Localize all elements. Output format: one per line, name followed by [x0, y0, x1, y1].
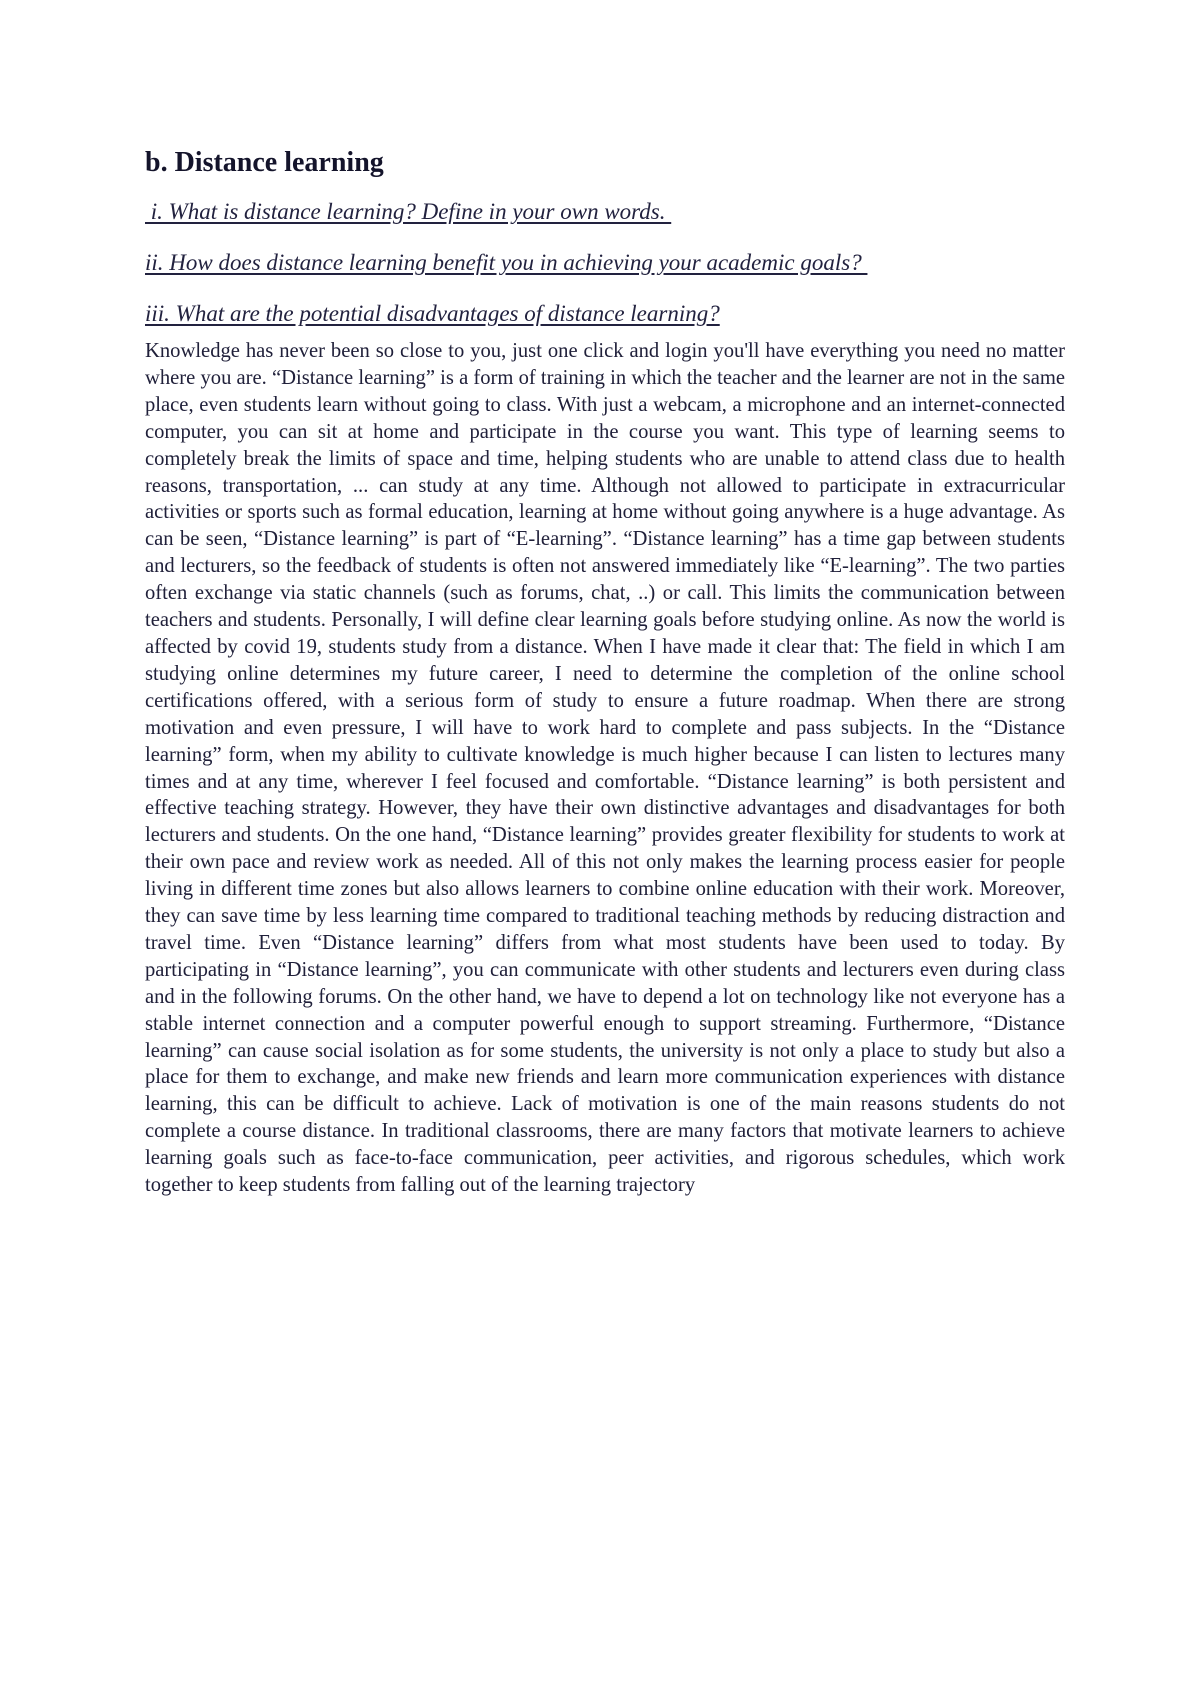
body-paragraph: Knowledge has never been so close to you, just one click and login you'll have everything you need no matter where you are. “Distance learning” is a form of training in which the teacher and the learner are not in the same place, even students learn without going to class. With just a webcam, a microphone and an internet-connected computer, you can sit at home and participate in the course you want. This type of learning seems to completely break the limits of space and time, helping students who are unable to attend class due to health reasons, transportation, ... can study at any time. Although not allowed to participate in extracurricular activities or sports such as formal education, learning at home without going anywhere is a huge advantage. As can be seen, “Distance learning” is part of “E-learning”. “Distance learning” has a time gap between students and lecturers, so the feedback of students is often not answered immediately like “E-learning”. The two parties often exchange via static channels (such as forums, chat, ..) or call. This limits the communication between teachers and students. Personally, I will define clear learning goals before studying online. As now the world is affected by covid 19, students study from a distance. When I have made it clear that: The field in which I am studying online determines my future career, I need to determine the completion of the online school certifications offered, with a serious form of study to ensure a future roadmap. When there are strong motivation and even pressure, I will have to work hard to complete and pass subjects. In the “Distance learning” form, when my ability to cultivate knowledge is much higher because I can listen to lectures many times and at any time, wherever I feel focused and comfortable. “Distance learning” is both persistent and effective teaching strategy. However, they have their own distinctive advantages and disadvantages for both lecturers and students. On the one hand, “Distance learning” provides greater flexibility for students to work at their own pace and review work as needed. All of this not only makes the learning process easier for people living in different time zones but also allows learners to combine online education with their work. Moreover, they can save time by less learning time compared to traditional teaching methods by reducing distraction and travel time. Even “Distance learning” differs from what most students have been used to today. By participating in “Distance learning”, you can communicate with other students and lecturers even during class and in the following forums. On the other hand, we have to depend a lot on technology like not everyone has a stable internet connection and a computer powerful enough to support streaming. Furthermore, “Distance learning” can cause social isolation as for some students, the university is not only a place to study but also a place for them to exchange, and make new friends and learn more communication experiences with distance learning, this can be difficult to achieve. Lack of motivation is one of the main reasons students do not complete a course distance. In traditional classrooms, there are many factors that motivate learners to achieve learning goals such as face-to-face communication, peer activities, and rigorous schedules, which work together to keep students from falling out of the learning trajectory	[145, 340, 1065, 1197]
question-2: ii. How does distance learning benefit you in achieving your academic goals?	[145, 250, 868, 275]
section-heading: b. Distance learning	[145, 147, 384, 178]
document-content	[145, 145, 1065, 1199]
question-1: i. What is distance learning? Define in your own words.	[145, 199, 672, 224]
question-3: iii. What are the potential disadvantages of distance learning?	[145, 301, 720, 326]
